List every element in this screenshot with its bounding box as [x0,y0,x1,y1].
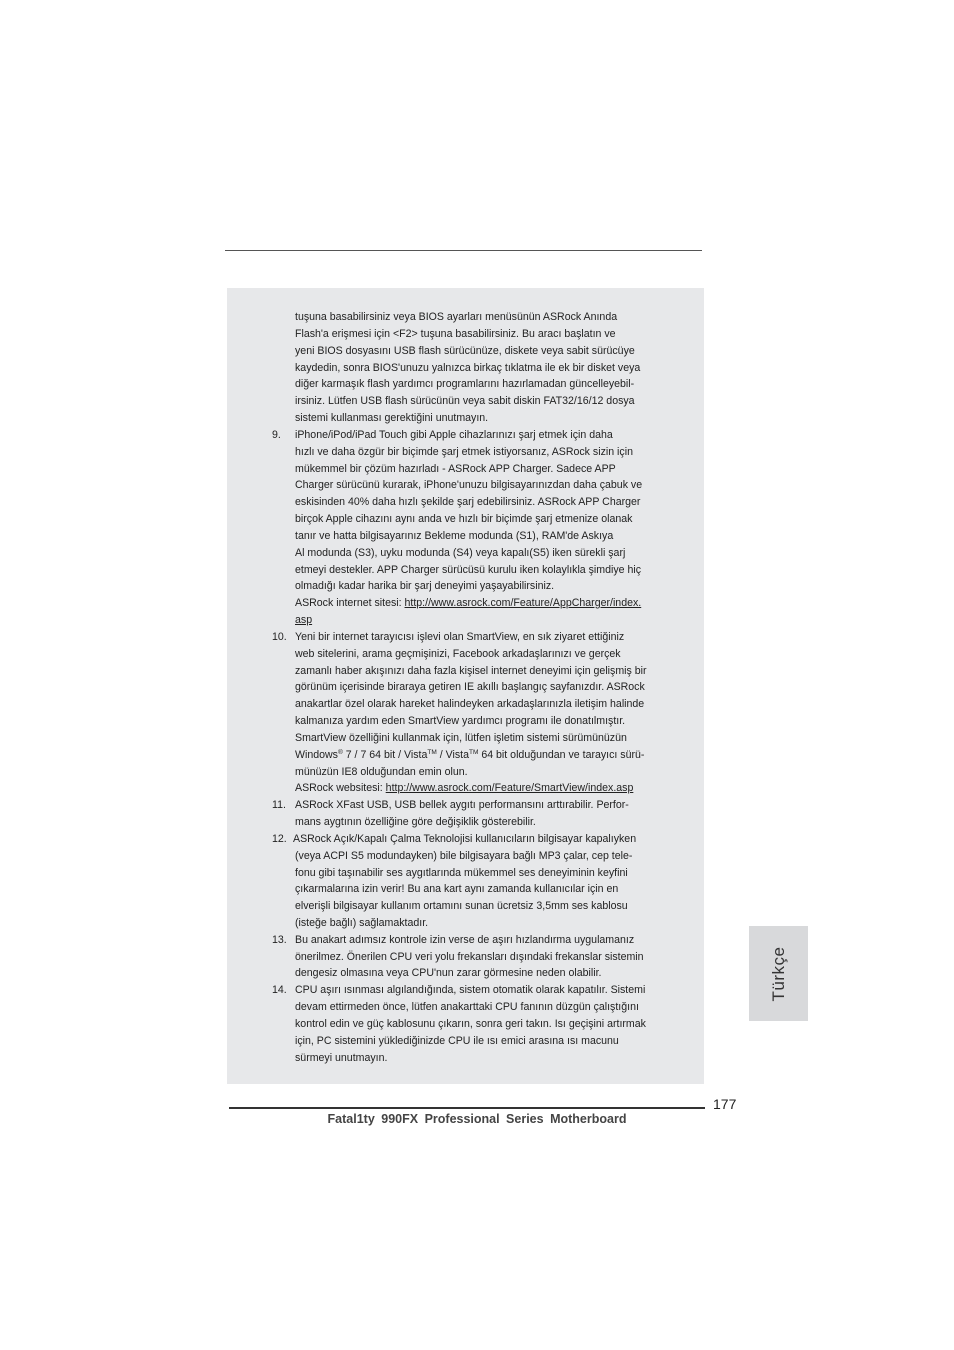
item11-line: mans aygtının özelliğine göre değişiklik gösterebilir. [295,816,536,828]
item14-line: için, PC sistemini yüklediğinizde CPU ile ısı emici arasına ısı macunu [295,1035,619,1047]
item10-line: kalmanıza yardım eden SmartView yardımcı programı ile donatılmıştır. [295,715,626,727]
intro-line: yeni BIOS dosyasını USB flash sürücünüze, diskete veya sabit sürücüye [295,345,635,357]
site-label: ASRock internet sitesi: [295,597,405,609]
item-number: 11. [272,799,286,811]
item10-line: zamanlı haber akışınızı daha fazla kişisel internet deneyimi için gelişmiş bir [295,665,647,677]
item10-line: anakartlar özel olarak hareket halindeyken arkadaşlarınızla iletişim halinde [295,698,645,710]
item13-line: dengesiz olmasına veya CPU'nun zarar görmesine neden olabilir. [295,967,602,979]
footer-title: Fatal1ty 990FX Professional Series Motherboard [327,1112,627,1126]
top-rule [225,250,702,251]
item-number: 12. [272,833,287,845]
item11-line: ASRock XFast USB, USB bellek aygıtı performansını arttırabilir. Perfor- [295,799,629,811]
language-tab [749,926,808,1021]
item9-line: Charger sürücünü kurarak, iPhone'unuzu bilgisayarınızdan daha çabuk ve [295,479,643,491]
item9-line: iPhone/iPod/iPad Touch gibi Apple cihazlarınızı şarj etmek için daha [295,429,613,441]
registered-mark: ® [337,749,343,756]
item9-line: olmadığı kadar harika bir şarj deneyimi yaşayabilirsiniz. [295,580,555,592]
item10-os-line [295,747,644,764]
appcharger-link[interactable]: http://www.asrock.com/Feature/AppCharger/index. [404,597,642,609]
language-tab-label: Türkçe [768,946,788,1001]
appcharger-link-cont[interactable]: asp [295,614,313,626]
intro-line: Flash'a erişmesi için <F2> tuşuna basabilirsiniz. Bu aracı başlatın ve [295,328,616,340]
item14-line: sürmeyi unutmayın. [295,1052,388,1064]
item9-line: mükemmel bir çözüm hazırladı - ASRock APP Charger. Sadece APP [295,463,616,475]
item12-line: fonu gibi taşınabilir ses aygıtlarında mükemmel ses deneyiminin keyfini [295,867,628,879]
item9-line: birçok Apple cihazını aynı anda ve hızlı bir biçimde şarj etmenize olanak [295,513,633,525]
item-number: 13. [272,934,287,946]
os-end: 64 bit olduğundan ve tarayıcı sürü- [478,749,645,761]
item-number: 14. [272,984,287,996]
item12-line: çıkarmalarına izin verir! Bu ana kart aynı zamanda kullanıcılar için en [295,883,619,895]
intro-line: kaydedin, sonra BIOS'unuzu yalnızca birkaç tıklatma ile ek bir disket veya [295,362,641,374]
item9-site-line [295,595,641,612]
item9-line: Al modunda (S3), uyku modunda (S4) veya kapalı(S5) iken sürekli şarj [295,547,626,559]
intro-line: diğer karmaşık flash yardımcı programlarını hazırlamadan güncelleyebil- [295,378,635,390]
os-windows: Windows [295,749,338,761]
item12-first-line: ASRock Açık/Kapalı Çalma Teknolojisi kullanıcıların bilgisayar kapalıyken [293,833,637,845]
item10-site-line [295,780,633,797]
item9-line: tanır ve hatta bilgisayarınız Bekleme modunda (S1), RAM'de Askıya [295,530,614,542]
item9-line: eskisinden 40% daha hızlı şekilde şarj edebilirsiniz. ASRock APP Charger [295,496,641,508]
item-number: 9. [272,429,281,441]
trademark-mark: TM [468,749,479,756]
item9-line: hızlı ve daha özgür bir biçimde şarj etmek istiyorsanız, ASRock sizin için [295,446,633,458]
item12-line: (veya ACPI S5 modundayken) bile bilgisayara bağlı MP3 çalar, cep tele- [295,850,633,862]
item-number: 10. [272,631,287,643]
item10-line: münüzün IE8 olduğundan emin olun. [295,766,468,778]
item12-line: (isteğe bağlı) sağlamaktadır. [295,917,429,929]
item10-line: Yeni bir internet tarayıcısı işlevi olan SmartView, en sık ziyaret ettiğiniz [295,631,625,643]
smartview-link[interactable]: http://www.asrock.com/Feature/SmartView/index.asp [385,782,634,794]
item13-line: Bu anakart adımsız kontrole izin verse de aşırı hızlandırma uygulamanız [295,934,635,946]
item12-line: elverişli bilgisayar kullanım ortamını sunan ücretsiz 3,5mm ses kablosu [295,900,628,912]
os-mid: 7 / 7 64 bit / Vista [342,749,428,761]
page-number: 177 [713,1096,737,1112]
item9-site-line-cont [295,612,312,629]
intro-line: tuşuna basabilirsiniz veya BIOS ayarları menüsünün ASRock Anında [295,311,618,323]
trademark-mark: TM [427,749,437,756]
site-label: ASRock websitesi: [295,782,386,794]
item10-line: web sitelerini, arama geçmişinizi, Facebook arkadaşlarınızı ve gerçek [295,648,621,660]
item14-line: CPU aşırı ısınması algılandığında, sistem otomatik olarak kapatılır. Sistemi [295,984,646,996]
intro-line: sistemi kullanması gerektiğini unutmayın. [295,412,489,424]
item10-line: SmartView özelliğini kullanmak için, lütfen işletim sistemi sürümünüzün [295,732,627,744]
item10-line: görünüm içerisinde biraraya getiren IE akıllı başlangıç sayfanızdır. ASRock [295,681,645,693]
bottom-rule [229,1107,705,1109]
intro-line: irsiniz. Lütfen USB flash sürücünün veya sabit diskin FAT32/16/12 dosya [295,395,635,407]
item9-line: etmeyi destekler. APP Charger sürücüsü kurulu iken kolaylıkla şimdiye hiç [295,564,642,576]
os-mid2: / Vista [436,749,469,761]
item14-line: kontrol edin ve güç kablosunu çıkarın, sonra geri takın. Isı geçişini artırmak [295,1018,646,1030]
item13-line: önerilmez. Önerilen CPU veri yolu frekansları dışındaki frekanslar sistemin [295,951,644,963]
item14-line: devam ettirmeden önce, lütfen anakarttaki CPU fanının düzgün çalıştığını [295,1001,639,1013]
